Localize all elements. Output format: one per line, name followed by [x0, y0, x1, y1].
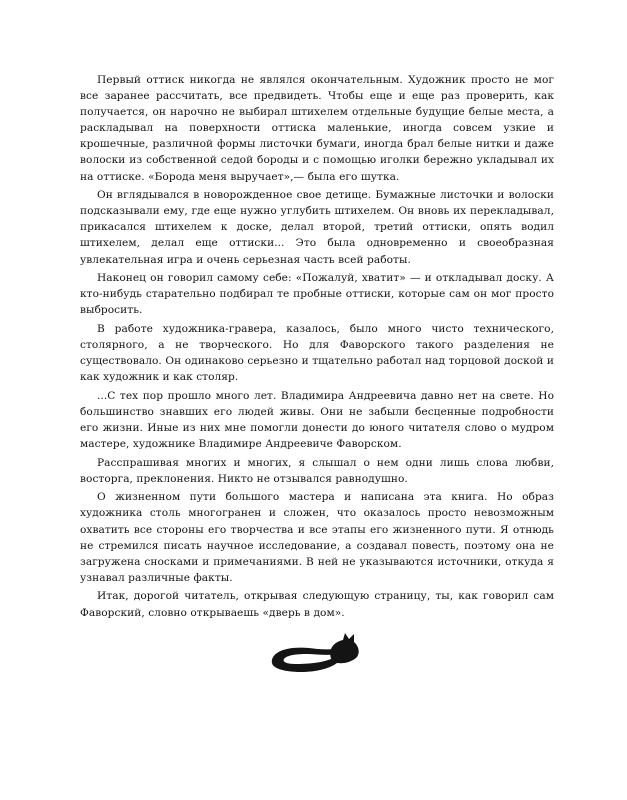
paragraph-8: Итак, дорогой читатель, открывая следующую страницу, ты, как говорил сам Фаворский, словно открываешь «дверь в дом». — [80, 590, 554, 619]
sleeping-cat-icon — [271, 632, 363, 678]
paragraph-5: ...С тех пор прошло много лет. Владимира Андреевича давно нет на свете. Но большинство знавших его людей живы. Они не забыли бесценные подробности его жизни. Иные из них мне помогли донести до юного читателя слово о мудром мастере, художнике Владимире Андреевиче Фаворском. — [80, 389, 554, 451]
paragraph-2: Он вглядывался в новорожденное свое детище. Бумажные листочки и волоски подсказывали ему, где еще нужно углубить штихелем. Он вновь их перекладывал, прикасался штихелем к доске, делал второй, третий оттиски, опять водил штихелем, делал еще оттиски... Это была одновременно и своеобразная увлекательная игра и очень серьезная часть всей работы. — [80, 189, 554, 266]
paragraph-4: В работе художника-гравера, казалось, было много чисто технического, столярного, а не творческого. Но для Фаворского такого разделения не существовало. Он одинаково серьезно и тщательно работал над торцовой доской и как художник и как столяр. — [80, 322, 554, 384]
paragraph-6: Расспрашивая многих и многих, я слышал о нем одни лишь слова любви, восторга, преклонения. Никто не отзывался равнодушно. — [80, 456, 554, 485]
paragraph-1: Первый оттиск никогда не являлся окончательным. Художник просто не мог все заранее рассчитать, все предвидеть. Чтобы еще и еще раз проверить, как получается, он нарочно не выбирал штихелем отдельные будущие белые места, а раскладывал на поверхности оттиска маленькие, иногда совсем узкие и крошечные, различной формы листочки бумаги, иногда брал белые нитки и даже волоски из собственной седой бороды и с помощью иголки бережно укладывал их на оттиске. «Борода меня выручает»,— была его шутка. — [80, 74, 554, 183]
body-text — [80, 72, 554, 623]
paragraph-7: О жизненном пути большого мастера и написана эта книга. Но образ художника столь многогранен и сложен, что оказалось просто невозможным охватить все стороны его творчества и все этапы его жизненного пути. Я отнюдь не стремился писать научное исследование, а создавал повесть, поэтому она не загружена сносками и примечаниями. В ней не указываются источники, откуда я узнавал различные факты. — [80, 491, 554, 584]
paragraph-3: Наконец он говорил самому себе: «Пожалуй, хватит» — и откладывал доску. А кто-нибудь старательно подбирал те пробные оттиски, которые сам он мог просто выбросить. — [80, 272, 554, 317]
